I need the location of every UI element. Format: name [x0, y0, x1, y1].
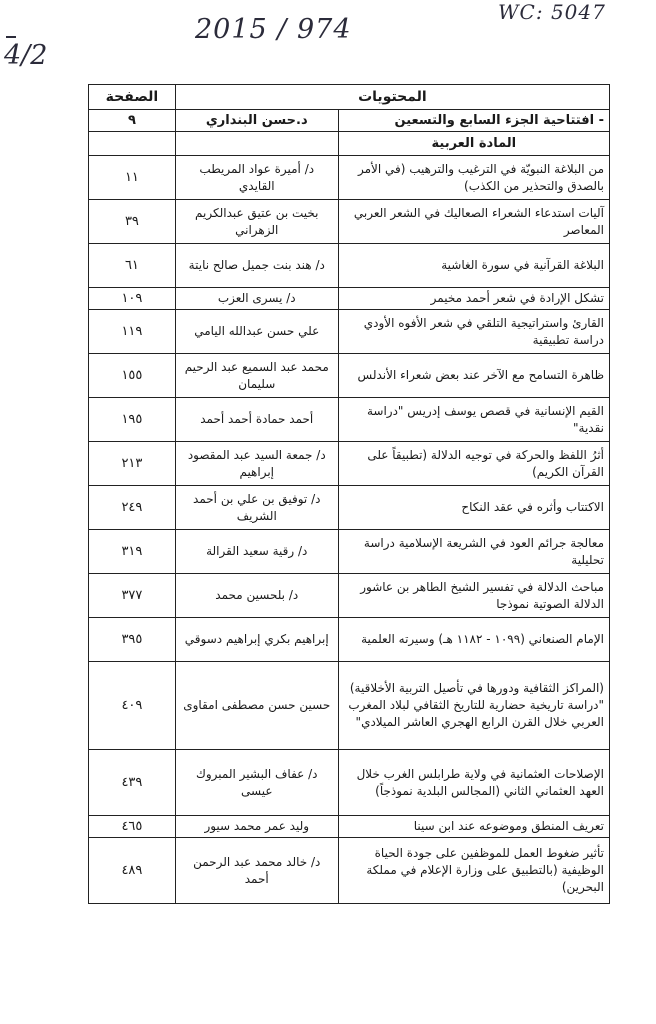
- table-row: [89, 750, 610, 816]
- section-title: المادة العربية: [338, 132, 609, 156]
- row-author: محمد عبد السميع عبد الرحيم سليمان: [175, 354, 338, 398]
- row-page: ٤٠٩: [89, 662, 176, 750]
- row-title: آليات استدعاء الشعراء الصعاليك في الشعر العربي المعاصر: [338, 200, 609, 244]
- table-row: [89, 618, 610, 662]
- table-row: [89, 530, 610, 574]
- row-title: تأثير ضغوط العمل للموظفين على جودة الحياة الوظيفية (بالتطبيق على وزارة الإعلام في مملكة البحرين): [338, 838, 609, 904]
- table-row: [89, 398, 610, 442]
- table-row: [89, 838, 610, 904]
- row-title: من البلاغة النبويّة في الترغيب والترهيب (في الأمر بالصدق والتحذير من الكذب): [338, 156, 609, 200]
- table-row: [89, 310, 610, 354]
- row-author: وليد عمر محمد سيور: [175, 816, 338, 838]
- row-author: علي حسن عبدالله اليامي: [175, 310, 338, 354]
- opening-page: ٩: [89, 110, 176, 132]
- row-page: ١٩٥: [89, 398, 176, 442]
- row-author: د/ توفيق بن علي بن أحمد الشريف: [175, 486, 338, 530]
- table-row: [89, 288, 610, 310]
- row-title: الاكتتاب وأثره في عقد النكاح: [338, 486, 609, 530]
- handwritten-fraction: 4/2: [4, 40, 48, 71]
- row-author: بخيت بن عتيق عبدالكريم الزهراني: [175, 200, 338, 244]
- row-title: تشكل الإرادة في شعر أحمد مخيمر: [338, 288, 609, 310]
- row-author: د/ هند بنت جميل صالح نايتة: [175, 244, 338, 288]
- row-author: د/ جمعة السيد عبد المقصود إبراهيم: [175, 442, 338, 486]
- row-title: البلاغة القرآنية في سورة الغاشية: [338, 244, 609, 288]
- row-page: ٣٧٧: [89, 574, 176, 618]
- contents-table: [88, 84, 610, 904]
- table-row: [89, 486, 610, 530]
- row-author: أحمد حمادة أحمد أحمد: [175, 398, 338, 442]
- opening-author: د.حسن البنداري: [175, 110, 338, 132]
- table-header-row: [89, 85, 610, 110]
- opening-row: [89, 110, 610, 132]
- row-page: ٤٨٩: [89, 838, 176, 904]
- row-title: أثرُ اللفظ والحركة في توجيه الدلالة (تطبيقاً على القرآن الكريم): [338, 442, 609, 486]
- row-author: د/ عفاف البشير المبروك عيسى: [175, 750, 338, 816]
- row-page: ٦١: [89, 244, 176, 288]
- row-page: ١١: [89, 156, 176, 200]
- table-row: [89, 816, 610, 838]
- row-author: حسين حسن مصطفى امقاوى: [175, 662, 338, 750]
- row-title: القيم الإنسانية في قصص يوسف إدريس "دراسة نقدية": [338, 398, 609, 442]
- row-author: د/ رقية سعيد القرالة: [175, 530, 338, 574]
- empty-cell: [175, 132, 338, 156]
- row-page: ٣٩: [89, 200, 176, 244]
- row-page: ١٠٩: [89, 288, 176, 310]
- row-author: د/ خالد محمد عبد الرحمن أحمد: [175, 838, 338, 904]
- row-title: معالجة جرائم العود في الشريعة الإسلامية دراسة تحليلية: [338, 530, 609, 574]
- row-page: ١٥٥: [89, 354, 176, 398]
- empty-cell: [89, 132, 176, 156]
- row-title: تعريف المنطق وموضوعه عند ابن سينا: [338, 816, 609, 838]
- row-page: ٣١٩: [89, 530, 176, 574]
- row-author: إبراهيم بكري إبراهيم دسوقي: [175, 618, 338, 662]
- row-title: القارئ واستراتيجية التلقي في شعر الأفوه الأودي دراسة تطبيقية: [338, 310, 609, 354]
- table-row: [89, 200, 610, 244]
- table-row: [89, 156, 610, 200]
- opening-title: - افتتاحية الجزء السابع والتسعين: [338, 110, 609, 132]
- row-page: ٢٤٩: [89, 486, 176, 530]
- row-title: الإمام الصنعاني (١٠٩٩ - ١١٨٢ هـ) وسيرته العلمية: [338, 618, 609, 662]
- row-title: مباحث الدلالة في تفسير الشيخ الطاهر بن عاشور الدلالة الصوتية نموذجا: [338, 574, 609, 618]
- row-title: الإصلاحات العثمانية في ولاية طرابلس الغرب خلال العهد العثماني الثاني (المجالس البلدية نموذجاً): [338, 750, 609, 816]
- section-row: [89, 132, 610, 156]
- table-row: [89, 574, 610, 618]
- row-title: ظاهرة التسامح مع الآخر عند بعض شعراء الأندلس: [338, 354, 609, 398]
- row-page: ١١٩: [89, 310, 176, 354]
- row-author: د/ أميرة عواد المريطب القايدي: [175, 156, 338, 200]
- row-author: د/ يسرى العزب: [175, 288, 338, 310]
- row-page: ٤٣٩: [89, 750, 176, 816]
- table-row: [89, 662, 610, 750]
- row-title: (المراكز الثقافية ودورها في تأصيل التربية الأخلاقية) "دراسة تاريخية حضارية للتاريخ الثقافي لبلاد المغرب العربي خلال القرن الرابع الهجري العاشر الميلادي": [338, 662, 609, 750]
- handwritten-wc-number: WC: 5047: [498, 0, 606, 24]
- row-page: ٤٦٥: [89, 816, 176, 838]
- row-author: د/ بلحسين محمد: [175, 574, 338, 618]
- page-header: الصفحة: [89, 85, 176, 110]
- table-row: [89, 354, 610, 398]
- handwritten-mark: [6, 36, 16, 38]
- table-row: [89, 442, 610, 486]
- contents-header: المحتويات: [175, 85, 609, 110]
- row-page: ٢١٣: [89, 442, 176, 486]
- table-row: [89, 244, 610, 288]
- handwritten-code: 2015 / 974: [195, 14, 352, 45]
- row-page: ٣٩٥: [89, 618, 176, 662]
